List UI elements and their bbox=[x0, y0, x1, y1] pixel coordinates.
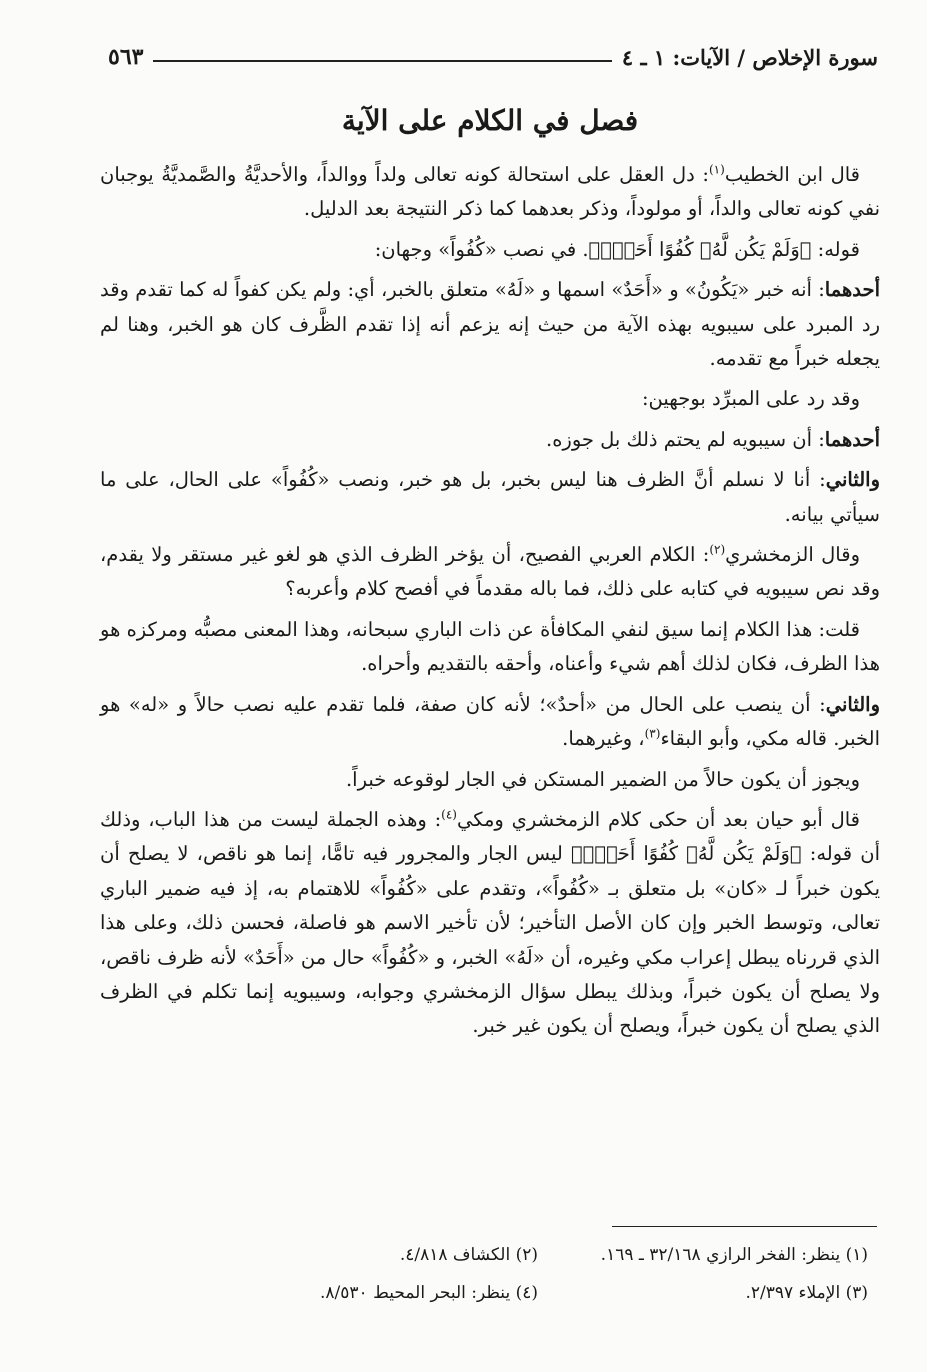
footnote-ref: (٢) bbox=[709, 542, 726, 557]
footnote-ref: (٣) bbox=[644, 726, 661, 741]
paragraph: قال أبو حيان بعد أن حكى كلام الزمخشري ومكي$^{(٤)}$: وهذه الجملة ليست من هذا الباب، وذلك أن قوله: ﴿وَلَمْ يَكُن لَّهُۥ كُفُوًا أَحَدٌۢ﴾ ليس الجار والمجرور فيه تامًّا، إنما هو ناقص، لا يصلح أن يكون خبراً لـ «كان» بل متعلق بـ «كُفُواً»، وتقدم على «كُفُواً» للاهتمام به، إذ فيه ضمير الباري تعالى، وتوسط الخبر وإن كان الأصل التأخير؛ لأن تأخير الاسم هو فاصلة، فحسن ذلك، وعلى هذا الذي قررناه يبطل إعراب مكي وغيره، أن «لَهُ» الخبر، و «كُفُواً» حال من «أَحَدٌ» لأنه ظرف ناقص، ولا يصلح أن يكون خبراً، وبذلك يبطل سؤال الزمخشري وجوابه، وسيبويه إنما تكلم في الظرف الذي يصلح أن يكون خبراً، ويصلح أن يكون غير خبر. bbox=[100, 807, 880, 1038]
paragraph: والثاني: أن ينصب على الحال من «أحدٌ»؛ لأنه كان صفة، فلما تقدم عليه نصب حالاً و «له» هو الخبر. قاله مكي، وأبو البقاء$^{(٣)}$، وغيرهما. bbox=[100, 692, 880, 751]
paragraph: قوله: ﴿وَلَمْ يَكُن لَّهُۥ كُفُوًا أَحَدٌۢ﴾. في نصب «كُفُواً» وجهان: bbox=[374, 237, 860, 261]
footnote-ref: (٤) bbox=[441, 807, 457, 822]
section-title: فصل في الكلام على الآية bbox=[341, 104, 639, 137]
footnote-ref: (١) bbox=[708, 162, 725, 177]
footnote-separator bbox=[612, 1226, 877, 1227]
page-header bbox=[108, 24, 878, 70]
paragraph: أحدهما: أنه خبر «يَكُونُ» و «أَحَدٌ» اسمها و «لَهُ» متعلق بالخبر، أي: ولم يكن كفواً له كما تقدم وقد رد المبرد على سيبويه بهذه الآية من حيث إنه يزعم أنه إذا تقدم الظَّرف كان هو الخبر، وهنا لم يجعله خبراً مع تقدمه. bbox=[100, 278, 880, 371]
footnote-row bbox=[220, 1236, 868, 1274]
paragraph: أحدهما: أن سيبويه لم يحتم ذلك بل جوزه. bbox=[546, 427, 880, 451]
footnote: (١) ينظر: الفخر الرازي ٣٢/١٦٨ ـ ١٦٩. bbox=[600, 1245, 868, 1265]
running-head: سورة الإخلاص / الآيات: ١ ـ ٤ bbox=[621, 45, 878, 70]
paragraph: قال ابن الخطيب$^{(١)}$: دل العقل على استحالة كونه تعالى ولداً ووالداً، والأحديَّةُ والصَّمديَّةُ يوجبان نفي كونه تعالى والداً، أو مولوداً، وذكر بعدهما كما ذكر النتيجة بعد الدليل. bbox=[100, 162, 880, 221]
paragraph: وقال الزمخشري$^{(٢)}$: الكلام العربي الفصيح، أن يؤخر الظرف الذي هو لغو غير مستقر ولا يقدم، وقد نص سيبويه في كتابه على ذلك، فما باله مقدماً في أفصح كلام وأعربه؟ bbox=[100, 542, 880, 601]
paragraph: والثاني: أنا لا نسلم أنَّ الظرف هنا ليس بخبر، بل هو خبر، ونصب «كُفُواً» على الحال، على ما سيأتي بيانه. bbox=[100, 468, 880, 526]
footnote-row bbox=[220, 1274, 868, 1312]
header-rule bbox=[153, 60, 611, 62]
footnote: (٣) الإملاء ٢/٣٩٧. bbox=[745, 1283, 868, 1303]
paragraph: قلت: هذا الكلام إنما سيق لنفي المكافأة عن ذات الباري سبحانه، وهذا المعنى مصبُّه ومركزه هو هذا الظرف، فكان لذلك أهم شيء وأعناه، وأحقه بالتقديم وأحراه. bbox=[100, 617, 880, 676]
main-text bbox=[100, 158, 880, 1050]
page-number: ٥٦٣ bbox=[108, 44, 144, 70]
footnotes bbox=[220, 1236, 868, 1312]
paragraph: وقد رد على المبرِّد بوجهين: bbox=[641, 387, 860, 411]
footnote: (٢) الكشاف ٤/٨١٨. bbox=[399, 1245, 538, 1265]
footnote: (٤) ينظر: البحر المحيط ٨/٥٣٠. bbox=[320, 1283, 538, 1303]
paragraph: ويجوز أن يكون حالاً من الضمير المستكن في الجار لوقوعه خبراً. bbox=[345, 767, 860, 791]
